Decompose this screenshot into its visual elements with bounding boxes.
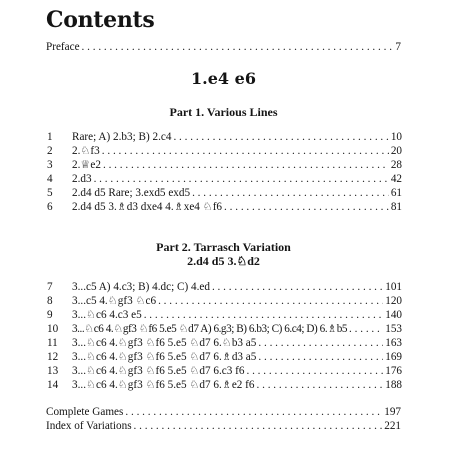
- toc-entry[interactable]: [47, 378, 402, 392]
- entry-page: 140: [385, 309, 402, 321]
- entry-page: 81: [390, 201, 402, 213]
- toc-entry[interactable]: [47, 144, 402, 158]
- dot-leader: [258, 350, 383, 364]
- part-1-title: Part 1. Various Lines: [169, 105, 278, 119]
- entry-number: 8: [47, 295, 53, 307]
- part-2-subtitle: 2.d4 d5 3.♘d2: [187, 254, 260, 268]
- dot-leader: [258, 336, 383, 350]
- dot-leader: [82, 40, 394, 54]
- entry-number: 9: [47, 309, 53, 321]
- entry-number: 14: [47, 379, 59, 391]
- toc-entry-index-of-variations[interactable]: [46, 419, 401, 433]
- toc-entry-preface[interactable]: [46, 40, 401, 54]
- dot-leader: [125, 405, 382, 419]
- entry-title: 3...♘c6 4.♘gf3 ♘f6 5.e5 ♘d7 6.♘b3 a5: [72, 337, 257, 349]
- entry-page: 42: [390, 173, 402, 185]
- entry-title: Index of Variations: [46, 420, 132, 432]
- dot-leader: [134, 419, 383, 433]
- entry-number: 12: [47, 351, 59, 363]
- entry-number: 5: [47, 187, 53, 199]
- dot-leader: [212, 280, 383, 294]
- entry-page: 153: [385, 323, 402, 335]
- entry-page: 176: [385, 365, 402, 377]
- entry-number: 3: [47, 159, 53, 171]
- entry-page: 197: [384, 406, 401, 418]
- entry-page: 20: [390, 145, 402, 157]
- toc-entry[interactable]: [47, 294, 402, 308]
- dot-leader: [349, 322, 383, 336]
- entry-title: 3...c5 4.♘gf3 ♘c6: [72, 295, 157, 307]
- toc-entry[interactable]: [47, 308, 402, 322]
- dot-leader: [257, 378, 384, 392]
- toc-entry[interactable]: [47, 322, 402, 336]
- entry-number: 7: [47, 281, 53, 293]
- dot-leader: [192, 186, 389, 200]
- toc-entry[interactable]: [47, 350, 402, 364]
- entry-title: 3...♘c6 4.♘gf3 ♘f6 5.e5 ♘d7 6.♗d3 a5: [72, 351, 257, 363]
- entry-title: 3...♘c6 4.♘gf3 ♘f6 5.e5 ♘d7 A) 6.g3; B) 6.b3; C) 6.c4; D) 6.♗b5: [72, 323, 348, 335]
- dot-leader: [102, 144, 389, 158]
- entry-page: 221: [384, 420, 401, 432]
- entry-title: 3...♘c6 4.♘gf3 ♘f6 5.e5 ♘d7 6.♗e2 f6: [72, 379, 255, 391]
- entry-page: 169: [385, 351, 402, 363]
- toc-entry[interactable]: [47, 130, 402, 144]
- entry-number: 2: [47, 145, 53, 157]
- entry-title: 3...♘c6 4.♘gf3 ♘f6 5.e5 ♘d7 6.c3 f6: [72, 365, 245, 377]
- entry-page: 10: [390, 131, 402, 143]
- toc-entry[interactable]: [47, 364, 402, 378]
- dot-leader: [144, 308, 384, 322]
- dot-leader: [158, 294, 383, 308]
- entry-number: 10: [47, 323, 59, 335]
- entry-number: 6: [47, 201, 53, 213]
- toc-entry-complete-games[interactable]: [46, 405, 401, 419]
- entry-number: 13: [47, 365, 59, 377]
- toc-entry[interactable]: [47, 336, 402, 350]
- entry-title: 2.d4 d5 Rare; 3.exd5 exd5: [72, 187, 191, 199]
- dot-leader: [103, 158, 389, 172]
- entry-title: Preface: [46, 41, 80, 53]
- entry-page: 7: [395, 41, 401, 53]
- entry-page: 188: [385, 379, 402, 391]
- entry-page: 28: [390, 159, 402, 171]
- entry-title: Complete Games: [46, 406, 124, 418]
- entry-page: 61: [390, 187, 402, 199]
- entry-page: 101: [385, 281, 402, 293]
- entry-title: 2.d4 d5 3.♗d3 dxe4 4.♗xe4 ♘f6: [72, 201, 223, 213]
- entry-page: 120: [385, 295, 402, 307]
- dot-leader: [246, 364, 383, 378]
- entry-number: 11: [47, 337, 58, 349]
- toc-entry[interactable]: [47, 172, 402, 186]
- dot-leader: [173, 130, 388, 144]
- entry-number: 4: [47, 173, 53, 185]
- dot-leader: [94, 172, 389, 186]
- entry-title: 2.d3: [72, 173, 92, 185]
- entry-number: 1: [47, 131, 53, 143]
- dot-leader: [224, 200, 389, 214]
- toc-entry[interactable]: [47, 280, 402, 294]
- entry-title: 2.♕e2: [72, 159, 101, 171]
- opening-title: 1.e4 e6: [191, 69, 256, 88]
- entry-page: 163: [385, 337, 402, 349]
- toc-entry[interactable]: [47, 200, 402, 214]
- entry-title: 3...♘c6 4.c3 e5: [72, 309, 142, 321]
- part-2-title: Part 2. Tarrasch Variation: [156, 240, 291, 254]
- toc-entry[interactable]: [47, 158, 402, 172]
- entry-title: Rare; A) 2.b3; B) 2.c4: [72, 131, 172, 143]
- page-title: Contents: [46, 7, 155, 33]
- entry-title: 2.♘f3: [72, 145, 100, 157]
- toc-entry[interactable]: [47, 186, 402, 200]
- entry-title: 3...c5 A) 4.c3; B) 4.dc; C) 4.ed: [72, 281, 210, 293]
